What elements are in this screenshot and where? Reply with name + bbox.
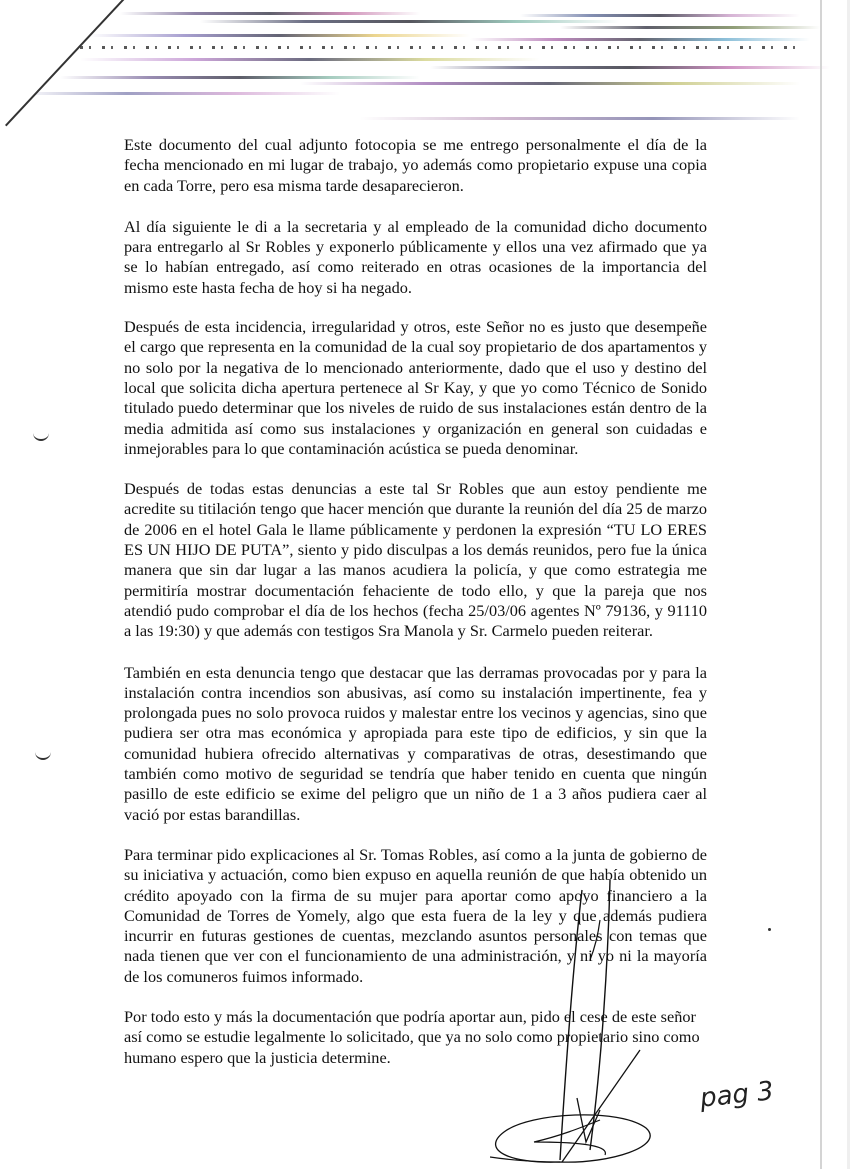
margin-tick-mark bbox=[35, 750, 51, 760]
paragraph: También en esta denuncia tengo que destacar que las derramas provocadas por y para la instalación contra incendios son abusivas, así como su instalación impertinente, fea y prolongada pues no solo provoca ruidos y malestar entre los vecinos y agencias, sino que pudiera ser otra mas económica y apropiada para este tipo de edificios, y sin que la comunidad hubiera ofrecido alternativas y comparativas de otras, desestimando que también como motivo de seguridad se tendría que haber tenido en cuenta que ningún pasillo de este edificio se exime del peligro que un niño de 1 a 3 años pudiera caer al vació por estas barandillas. bbox=[124, 662, 707, 824]
paragraph: Este documento del cual adjunto fotocopia se me entrego personalmente el día de la fecha mencionado en mi lugar de trabajo, yo además como propietario expuse una copia en cada Torre, pero esa misma tarde desaparecieron. bbox=[124, 135, 707, 195]
handwritten-page-number: pag 3 bbox=[698, 1076, 776, 1114]
ink-dot bbox=[768, 928, 771, 931]
scan-artifact-header bbox=[0, 0, 850, 135]
paragraph: Después de esta incidencia, irregularidad y otros, este Señor no es justo que desempeñe el cargo que representa en la comunidad de la cual soy propietario de dos apartamentos y no solo por la negativa de lo mencionado anteriormente, dado que el uso y destino del local que solicita dicha apertura pertenece al Sr Kay, y que yo como Técnico de Sonido titulado puedo determinar que los niveles de ruido de sus instalaciones están dentro de la media admitida así como sus instalaciones y organización en general son cuidadas e inmejorables para lo que contaminación acústica se pueda denominar. bbox=[124, 317, 707, 458]
paragraph: Después de todas estas denuncias a este tal Sr Robles que aun estoy pendiente me acredite su titilación tengo que hacer mención que durante la reunión del día 25 de marzo de 2006 en el hotel Gala le llame públicamente y perdonen la expresión “TU LO ERES ES UN HIJO DE PUTA”, siento y pido disculpas a los demás reunidos, pero fue la única manera que sin dar lugar a las manos acudiera la policía, y que como estrategia me permitiría mostrar documentación fehaciente de todo ello, y que la pareja que nos atendió pudo comprobar el día de los hechos (fecha 25/03/06 agentes Nº 79136, y 91110 a las 19:30) y que además con testigos Sra Manola y Sr. Carmelo pueden reiterar. bbox=[124, 479, 707, 641]
handwritten-signature bbox=[490, 880, 720, 1169]
page-edge bbox=[820, 0, 822, 1169]
paragraph: Por todo esto y más la documentación que podría aportar aun, pido el cese de este señor así como se estudie legalmente lo solicitado, que ya no solo como propietario sino como humano espero que la justicia determine. bbox=[124, 1006, 700, 1067]
paragraph: Para terminar pido explicaciones al Sr. Tomas Robles, así como a la junta de gobierno de su iniciativa y actuación, como bien expuso en aquella reunión de que había obtenido un crédito apoyado con la firma de su mujer para aportar como apoyo financiero a la Comunidad de Torres de Yomely, algo que esta fuera de la ley y que además pudiera incurrir en futuras gestiones de cuentas, mezclando asuntos personales con temas que nada tienen que ver con el funcionamiento de una administración, y ni yo ni la mayoría de los comuneros fuimos informado. bbox=[124, 844, 707, 986]
paragraph: Al día siguiente le di a la secretaria y al empleado de la comunidad dicho documento para entregarlo al Sr Robles y exponerlo públicamente y ellos una vez afirmado que ya se lo habían entregado, así como reiterado en otras ocasiones de la importancia del mismo este hasta fecha de hoy si ha negado. bbox=[124, 216, 707, 297]
margin-tick-mark bbox=[33, 431, 49, 441]
